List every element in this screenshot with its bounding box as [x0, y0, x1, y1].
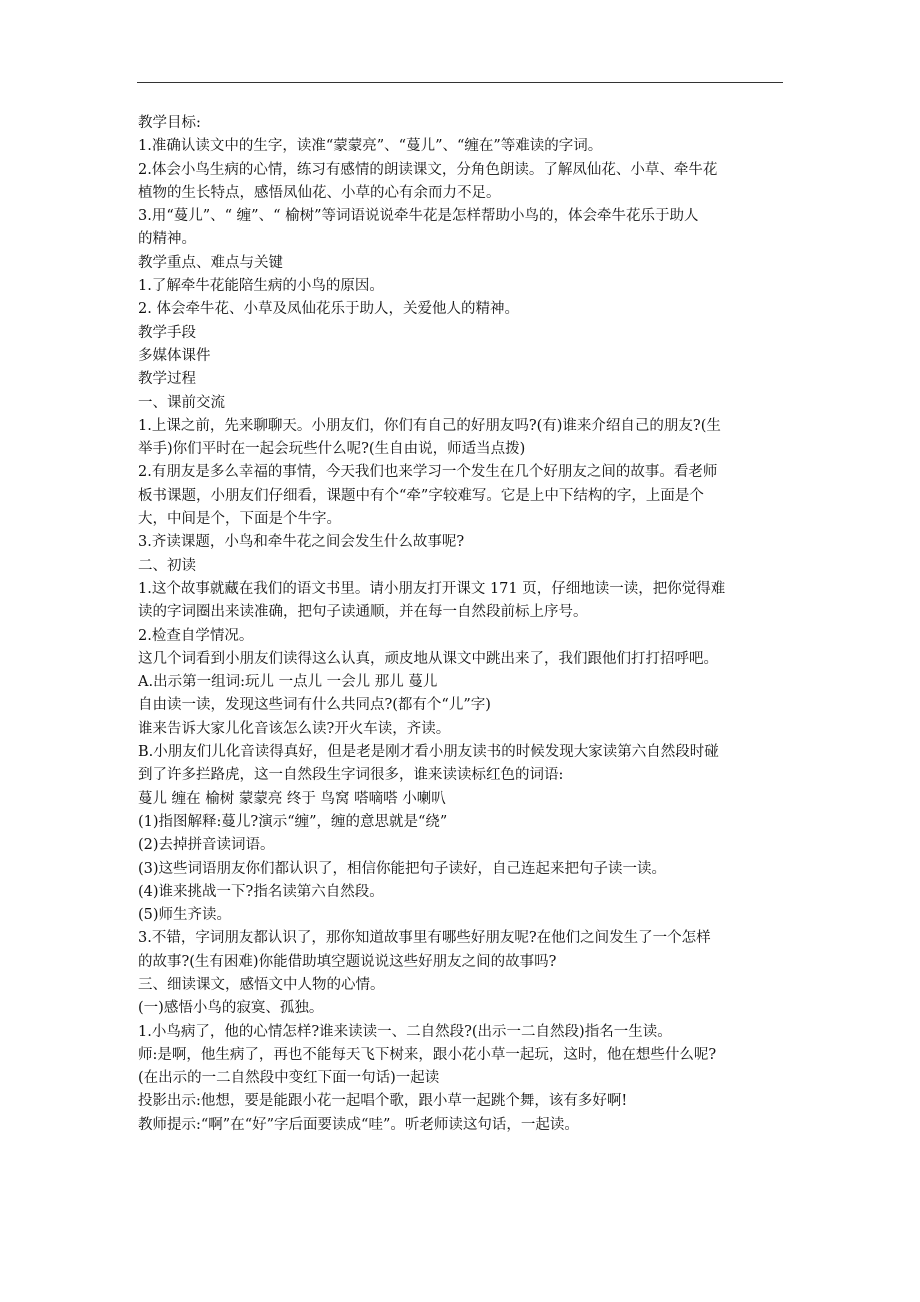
text-line: 1.准确认读文中的生字，读准“蒙蒙亮”、“蔓儿”、“缠在”等难读的字词。 [138, 138, 603, 155]
text-line: 教师提示:“啊”在“好”字后面要读成“哇”。听老师读这句话，一起读。 [138, 1116, 579, 1133]
text-line: 1.上课之前，先来聊聊天。小朋友们，你们有自己的好朋友吗?(有)谁来介绍自己的朋友?(生 [138, 417, 721, 434]
text-line: 板书课题，小朋友们仔细看，课题中有个“牵”字较难写。它是上中下结构的字，上面是个 [138, 487, 704, 504]
heading-key-points: 教学重点、难点与关键 [138, 254, 283, 271]
section-heading: 一、课前交流 [138, 394, 225, 411]
text-line: (4)谁来挑战一下?指名读第六自然段。 [138, 883, 384, 900]
text-line: 植物的生长特点，感悟凤仙花、小草的心有余而力不足。 [138, 184, 501, 201]
text-line: 蔓儿 缠在 榆树 蒙蒙亮 终于 鸟窝 嗒嘀嗒 小喇叭 [138, 790, 446, 807]
text-line: 3.用“蔓儿”、“ 缠”、“ 榆树”等词语说说牵牛花是怎样帮助小鸟的，体会牵牛花乐于助人 [138, 208, 699, 225]
text-line: 的精神。 [138, 231, 196, 248]
text-line: 自由读一读，发现这些词有什么共同点?(都有个“儿”字) [138, 697, 491, 714]
text-line: (5)师生齐读。 [138, 907, 232, 924]
text-line: 1.小鸟病了，他的心情怎样?谁来读读一、二自然段?(出示一二自然段)指名一生读。 [138, 1023, 672, 1040]
text-line: 投影出示:他想，要是能跟小花一起唱个歌，跟小草一起跳个舞，该有多好啊! [138, 1093, 628, 1110]
text-line: 的故事?(生有困难)你能借助填空题说说这些好朋友之间的故事吗? [138, 953, 557, 970]
text-line: 1.这个故事就藏在我们的语文书里。请小朋友打开课文 171 页，仔细地读一读，把你觉得难 [138, 580, 726, 597]
header-rule [137, 82, 783, 83]
section-heading: 三、细读课文，感悟文中人物的心情。 [138, 976, 385, 993]
text-line: 读的字词圈出来读准确，把句子读通顺，并在每一自然段前标上序号。 [138, 604, 588, 621]
text-line: 到了许多拦路虎，这一自然段生字词很多，谁来读读标红色的词语: [138, 767, 564, 784]
heading-teaching-process: 教学过程 [138, 371, 196, 388]
section-heading: 二、初读 [138, 557, 196, 574]
text-line: (1)指图解释:蔓儿?演示“缠”，缠的意思就是“绕” [138, 813, 448, 830]
text-line: 2.检查自学情况。 [138, 627, 254, 644]
text-line: 师:是啊，他生病了，再也不能每天飞下树来，跟小花小草一起玩，这时，他在想些什么呢? [138, 1046, 717, 1063]
heading-teaching-goals: 教学目标: [138, 115, 201, 131]
text-line: (3)这些词语朋友你们都认识了，相信你能把句子读好，自己连起来把句子读一读。 [138, 860, 667, 877]
text-line: (2)去掉拼音读词语。 [138, 837, 275, 854]
text-line: B.小朋友们儿化音读得真好，但是老是刚才看小朋友读书的时候发现大家读第六自然段时碰 [138, 744, 719, 761]
text-line: (在出示的一二自然段中变红下面一句话)一起读 [138, 1070, 440, 1087]
text-line: 举手)你们平时在一起会玩些什么呢?(生自由说，师适当点拨) [138, 441, 526, 458]
subsection-heading: (一)感悟小鸟的寂寞、孤独。 [138, 1000, 324, 1017]
text-line: 3.齐读课题，小鸟和牵牛花之间会发生什么故事呢? [138, 534, 465, 551]
text-line: 3.不错，字词朋友都认识了，那你知道故事里有哪些好朋友呢?在他们之间发生了一个怎样 [138, 930, 711, 947]
text-line: 2.体会小鸟生病的心情，练习有感情的朗读课文，分角色朗读。了解凤仙花、小草、牵牛花 [138, 161, 718, 178]
text-line: 大，中间是个，下面是个牛字。 [138, 511, 341, 528]
document-body [138, 112, 788, 1137]
text-line: 谁来告诉大家儿化音该怎么读?开火车读，齐读。 [138, 720, 451, 737]
text-line: 多媒体课件 [138, 347, 211, 364]
text-line: 这几个词看到小朋友们读得这么认真，顽皮地从课文中跳出来了，我们跟他们打打招呼吧。 [138, 650, 718, 667]
text-line: 1.了解牵牛花能陪生病的小鸟的原因。 [138, 278, 384, 295]
text-line: 2. 体会牵牛花、小草及凤仙花乐于助人，关爱他人的精神。 [138, 301, 519, 318]
text-line: 2.有朋友是多么幸福的事情，今天我们也来学习一个发生在几个好朋友之间的故事。看老师 [138, 464, 718, 481]
heading-teaching-means: 教学手段 [138, 324, 196, 341]
text-line: A.出示第一组词:玩儿 一点儿 一会儿 那儿 蔓儿 [138, 674, 438, 691]
